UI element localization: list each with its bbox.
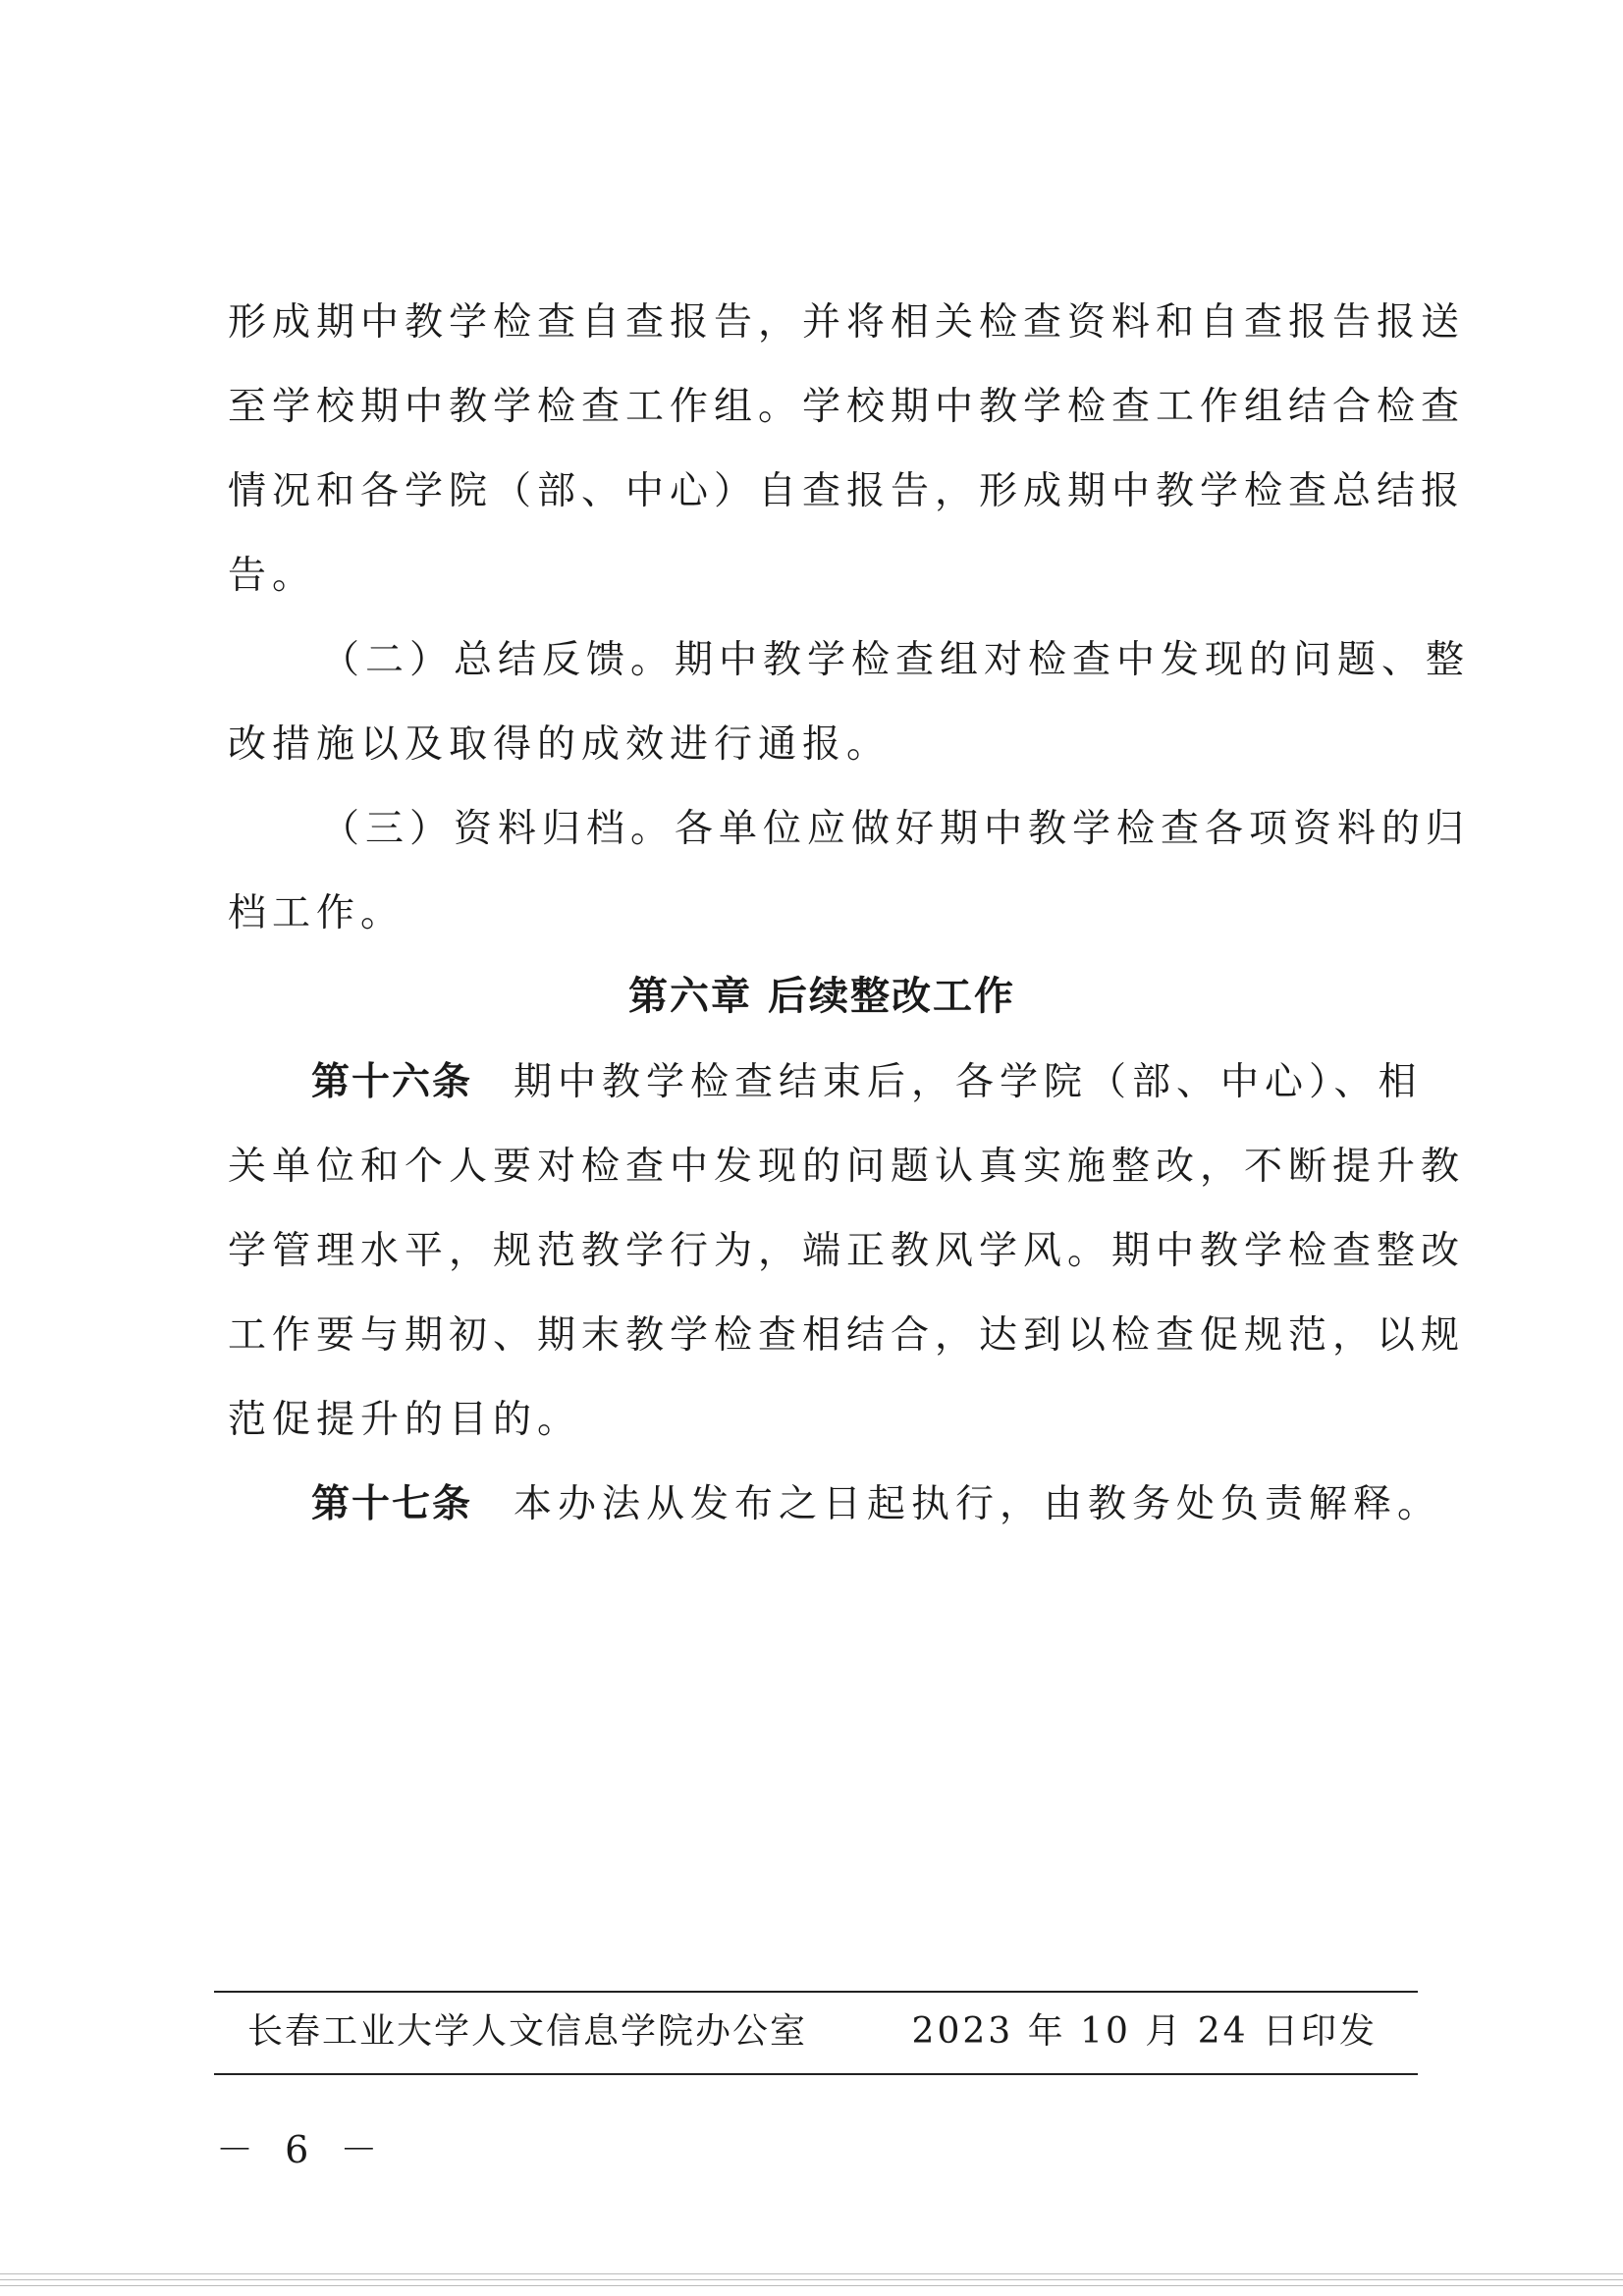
article-label: 第十六条	[311, 1060, 473, 1104]
article-line: 范促提升的目的。	[228, 1398, 582, 1442]
paragraph-line: （三）资料归档。各单位应做好期中教学检查各项资料的归	[321, 807, 1471, 851]
paragraph-line: （二）总结反馈。期中教学检查组对检查中发现的问题、整	[321, 638, 1471, 682]
footer-issuer: 长春工业大学人文信息学院办公室	[247, 2011, 808, 2052]
paragraph-line: 至学校期中教学检查工作组。学校期中教学检查工作组结合检查	[228, 385, 1466, 429]
scan-edge-line	[0, 2285, 1623, 2286]
paragraph-archiving	[228, 787, 1471, 956]
footer-bottom-rule	[214, 2073, 1418, 2075]
paragraph-line: 情况和各学院（部、中心）自查报告，形成期中教学检查总结报	[228, 469, 1466, 513]
article-text: 期中教学检查结束后，各学院（部、中心）、相	[514, 1060, 1423, 1104]
article-first-line	[228, 1041, 1423, 1125]
footer-top-rule	[214, 1991, 1418, 1993]
article-16	[228, 1041, 1466, 1463]
article-line: 工作要与期初、期末教学检查相结合，达到以检查促规范，以规	[228, 1313, 1466, 1358]
article-line: 关单位和个人要对检查中发现的问题认真实施整改，不断提升教	[228, 1145, 1466, 1189]
article-17	[228, 1463, 1442, 1547]
article-first-line	[228, 1463, 1442, 1547]
scan-edge-line	[0, 2273, 1623, 2274]
article-line: 学管理水平，规范教学行为，端正教风学风。期中教学检查整改	[228, 1229, 1466, 1273]
article-label: 第十七条	[311, 1482, 473, 1526]
paragraph-report	[228, 281, 1466, 618]
paragraph-summary-feedback	[228, 618, 1471, 787]
article-text: 本办法从发布之日起执行，由教务处负责解释。	[514, 1482, 1442, 1526]
paragraph-line: 改措施以及取得的成效进行通报。	[228, 722, 892, 767]
paragraph-line: 形成期中教学检查自查报告，并将相关检查资料和自查报告报送	[228, 300, 1466, 345]
paragraph-line: 档工作。	[228, 891, 406, 935]
chapter-title: 第六章 后续整改工作	[628, 974, 1015, 1019]
paragraph-line: 告。	[228, 554, 317, 598]
page-number: － 6 －	[216, 2128, 388, 2171]
scan-edge-line	[0, 2279, 1623, 2280]
footer-date: 2023 年 10 月 24 日印发	[911, 2011, 1378, 2052]
